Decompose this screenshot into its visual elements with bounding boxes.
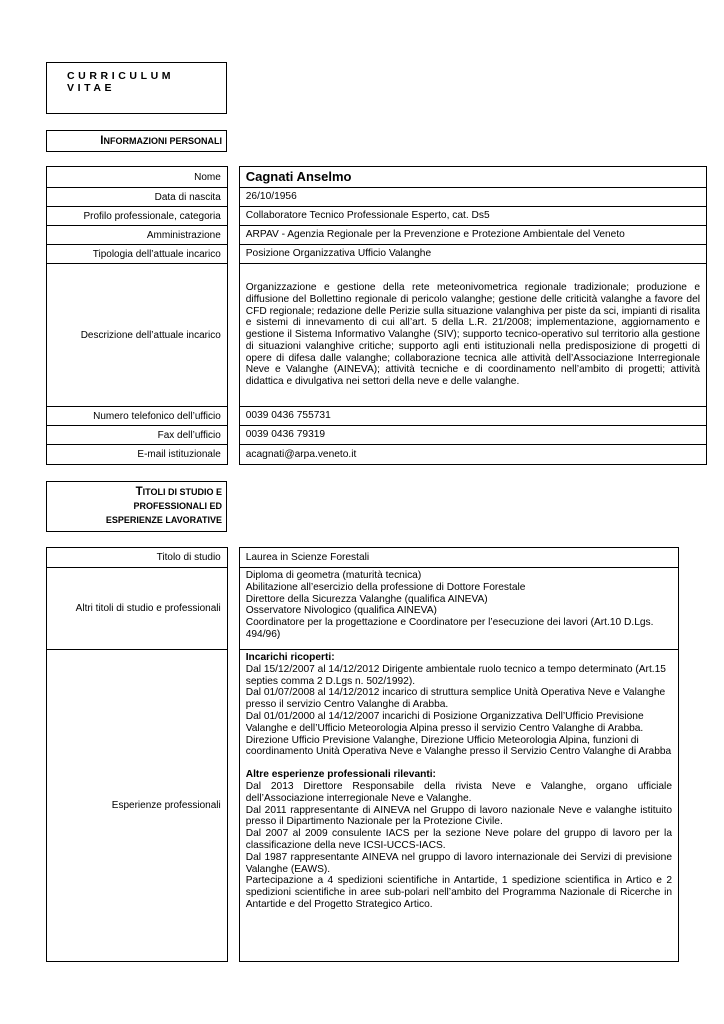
list-item: Coordinatore per la progettazione e Coordinatore per l’esecuzione dei lavori (Art.10 D.Lgs. 494/96) [245,617,654,640]
list-item: Partecipazione a 4 spedizioni scientifiche in Antartide, 1 spedizione scientifica in Artico e 2 spedizioni scientifiche in aree sub-polari nell’ambito del Programma Nazionale di Ricerche in Antartide e del Progetto Strategico Artico. [245,875,672,910]
section-personal-heading [46,130,227,152]
titolo-value: Laurea in Scienze Forestali [239,548,678,568]
list-item: Direttore della Sicurezza Valanghe (qualifica AINEVA) [245,593,488,605]
table-row [47,188,707,207]
row-value: Collaboratore Tecnico Professionale Esperto, cat. Ds5 [239,207,706,226]
row-label: Numero telefonico dell’ufficio [47,407,228,426]
list-item: Dal 2013 Direttore Responsabile della rivista Neve e Valanghe, organo ufficiale dell’Associazione interregionale Neve e Valanghe. [245,780,672,804]
studies-table [46,547,679,962]
altre-esperienze-heading: Altre esperienze professionali rilevanti: [245,769,436,781]
table-row [47,445,707,465]
list-item: Dal 15/12/2007 al 14/12/2012 Dirigente ambientale ruolo tecnico a tempo determinato (Art.15 septies comma 2 D.Lgs n. 502/1992). [245,663,666,687]
section-studies-line3: ESPERIENZE LAVORATIVE [105,515,222,525]
row-label: Tipologia dell’attuale incarico [47,245,228,264]
row-label: Profilo professionale, categoria [47,207,228,226]
row-label: Titolo di studio [47,548,228,568]
table-row [47,226,707,245]
table-row [47,407,707,426]
section-studies-cap: T [135,486,143,498]
table-row [47,264,707,407]
section-personal-rest: NFORMAZIONI PERSONALI [103,136,222,146]
section-studies-heading [46,481,227,532]
row-label: E-mail istituzionale [47,445,228,465]
table-row [47,207,707,226]
section-personal-cap: I [100,135,104,147]
esperienze-value [239,650,678,962]
table-row [47,548,679,568]
altri-titoli-value [239,568,678,650]
section-studies-line2: PROFESSIONALI ED [133,501,222,511]
list-item: Dal 1987 rappresentante AINEVA nel gruppo di lavoro internazionale dei Servizi di previsione Valanghe (EAWS). [245,851,672,875]
row-label: Esperienze professionali [47,650,228,962]
list-item: Direzione Ufficio Previsione Valanghe, Direzione Ufficio Meteorologia Alpina, funzioni di coordinamento Unità Operativa Neve e Valanghe presso il Servizio Centro Valanghe di Arabba [245,734,672,758]
email-value[interactable]: acagnati@arpa.veneto.it [239,445,706,465]
personal-info-table [46,166,707,465]
list-item: Dal 01/01/2000 al 14/12/2007 incarichi di Posizione Organizzativa Dell’Ufficio Previsione Valanghe e dell’Ufficio Meteorologia Alpina presso il servizio Centro Valanghe di Arabba. [245,710,644,734]
table-row [47,167,707,188]
row-value: Posizione Organizzativa Ufficio Valanghe [239,245,706,264]
table-row [47,568,679,650]
name-value: Cagnati Anselmo [239,167,706,188]
row-label: Amministrazione [47,226,228,245]
phone-value: 0039 0436 755731 [239,407,706,426]
row-label: Fax dell’ufficio [47,426,228,445]
list-item: Abilitazione all’esercizio della professione di Dottore Forestale [245,581,526,593]
row-label: Descrizione dell’attuale incarico [47,264,228,407]
table-row [47,426,707,445]
list-item: Dal 2007 al 2009 consulente IACS per la sezione Neve polare del gruppo di lavoro per la classificazione della neve ICSI-UCCS-IACS. [245,828,672,851]
table-row [47,650,679,962]
section-studies-line1: ITOLI DI STUDIO E [142,487,222,497]
table-row [47,245,707,264]
description-value: Organizzazione e gestione della rete meteonivometrica regionale tradizionale; produzione e diffusione del Bollettino regionale di pericolo valanghe; gestione delle criticità valanghe a favore del CFD regionale; redazione delle Perizie sulla situazione valanghiva per piste da sci, impianti di risalita e sistemi di innevamento di cui all’art. 5 della L.R. 21/2008; implementazione, aggiornamento e gestione il Sistema Informativo Valanghe (SIV); supporto tecnico-operativo sul territorio alla gestione di situazioni valanghive critiche; supporto agli enti istituzionali nella predisposizione di progetti di opere di difesa dalle valanghe; collaborazione tecnica alle attività dell’Associazione Interregionale Neve e Valanghe (AINEVA); attività tecniche e di coordinamento nell’ambito di progetti; attività didattica e divulgativa nei settori della neve e delle valanghe. [239,264,706,407]
list-item: Dal 01/07/2008 al 14/12/2012 incarico di struttura semplice Unità Operativa Neve e Valanghe presso il servizio Centro Valanghe di Arabba. [245,687,666,711]
row-value: 26/10/1956 [239,188,706,207]
list-item: Osservatore Nivologico (qualifica AINEVA) [245,605,437,617]
row-value: ARPAV - Agenzia Regionale per la Prevenzione e Protezione Ambientale del Veneto [239,226,706,245]
cv-title: CURRICULUM VITAE [67,70,175,94]
row-label: Nome [47,167,228,188]
row-label: Data di nascita [47,188,228,207]
fax-value: 0039 0436 79319 [239,426,706,445]
row-label: Altri titoli di studio e professionali [47,568,228,650]
incarichi-heading: Incarichi ricoperti: [245,652,335,663]
list-item: Diploma di geometra (maturità tecnica) [245,570,422,581]
list-item: Dal 2011 rappresentante di AINEVA nel Gruppo di lavoro nazionale Neve e valanghe istituito presso il Dipartimento Nazionale per la Protezione Civile. [245,804,672,828]
cv-title-box [46,62,227,114]
